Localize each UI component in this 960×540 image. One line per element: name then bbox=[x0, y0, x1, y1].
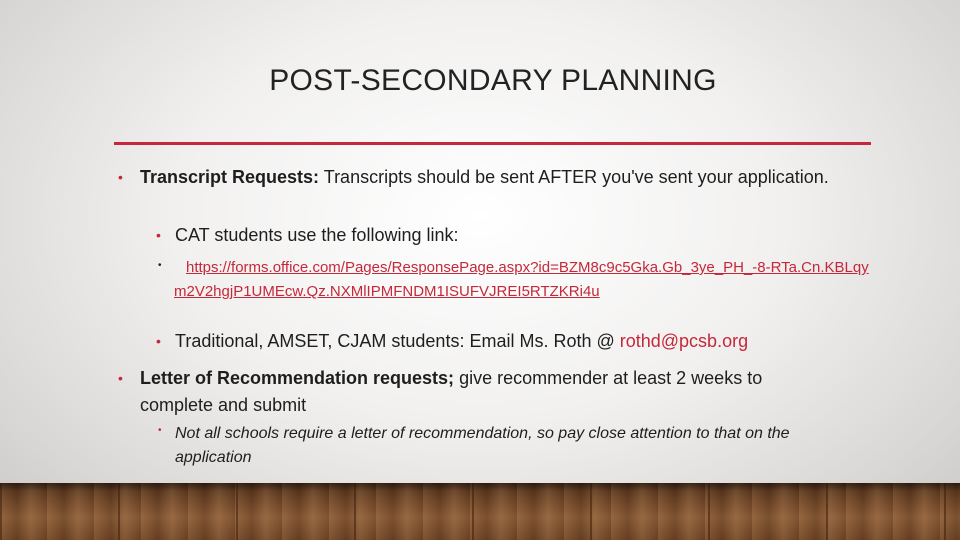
bullet-dot-icon: • bbox=[158, 425, 162, 436]
bullet-dot-icon: • bbox=[156, 333, 161, 349]
transcript-form-link-text[interactable]: https://forms.office.com/Pages/ResponsePage.aspx?id=BZM8c9c5Gka.Gb_3ye_PH_-8-RTa.Cn.KBLqym2V2hgjP1UMEcw.Qz.NXMlIPMFNDM1ISUFVJREI5RTZKRi4u bbox=[174, 259, 869, 300]
cat-bullet: CAT students use the following link: bbox=[175, 225, 459, 245]
bullet-dot-icon: • bbox=[118, 169, 123, 185]
email-link[interactable]: rothd@pcsb.org bbox=[619, 331, 749, 351]
transcript-text: Transcripts should be sent AFTER you've sent your application. bbox=[319, 167, 829, 187]
wood-floor bbox=[0, 483, 960, 540]
bullet-dot-icon: • bbox=[118, 370, 123, 386]
letter-text: give recommender at least 2 weeks to complete and submit bbox=[140, 368, 763, 415]
bullet-dot-icon: • bbox=[156, 227, 161, 243]
letter-heading: Letter of Recommendation requests; bbox=[140, 368, 455, 388]
note-bullet: Not all schools require a letter of recommendation, so pay close attention to that on the application bbox=[175, 425, 790, 466]
traditional-bullet bbox=[175, 328, 875, 355]
slide-title: POST-SECONDARY PLANNING bbox=[269, 64, 717, 97]
letter-bullet bbox=[140, 365, 840, 419]
transcript-form-link[interactable] bbox=[174, 256, 874, 304]
title-divider bbox=[114, 142, 871, 145]
floor-shadow bbox=[0, 483, 960, 491]
traditional-text: Traditional, AMSET, CJAM students: Email Ms. Roth @ bbox=[175, 331, 620, 351]
transcript-heading: Transcript Requests: bbox=[140, 167, 320, 187]
bullet-dot-icon: • bbox=[158, 260, 162, 271]
transcript-bullet bbox=[140, 164, 840, 191]
